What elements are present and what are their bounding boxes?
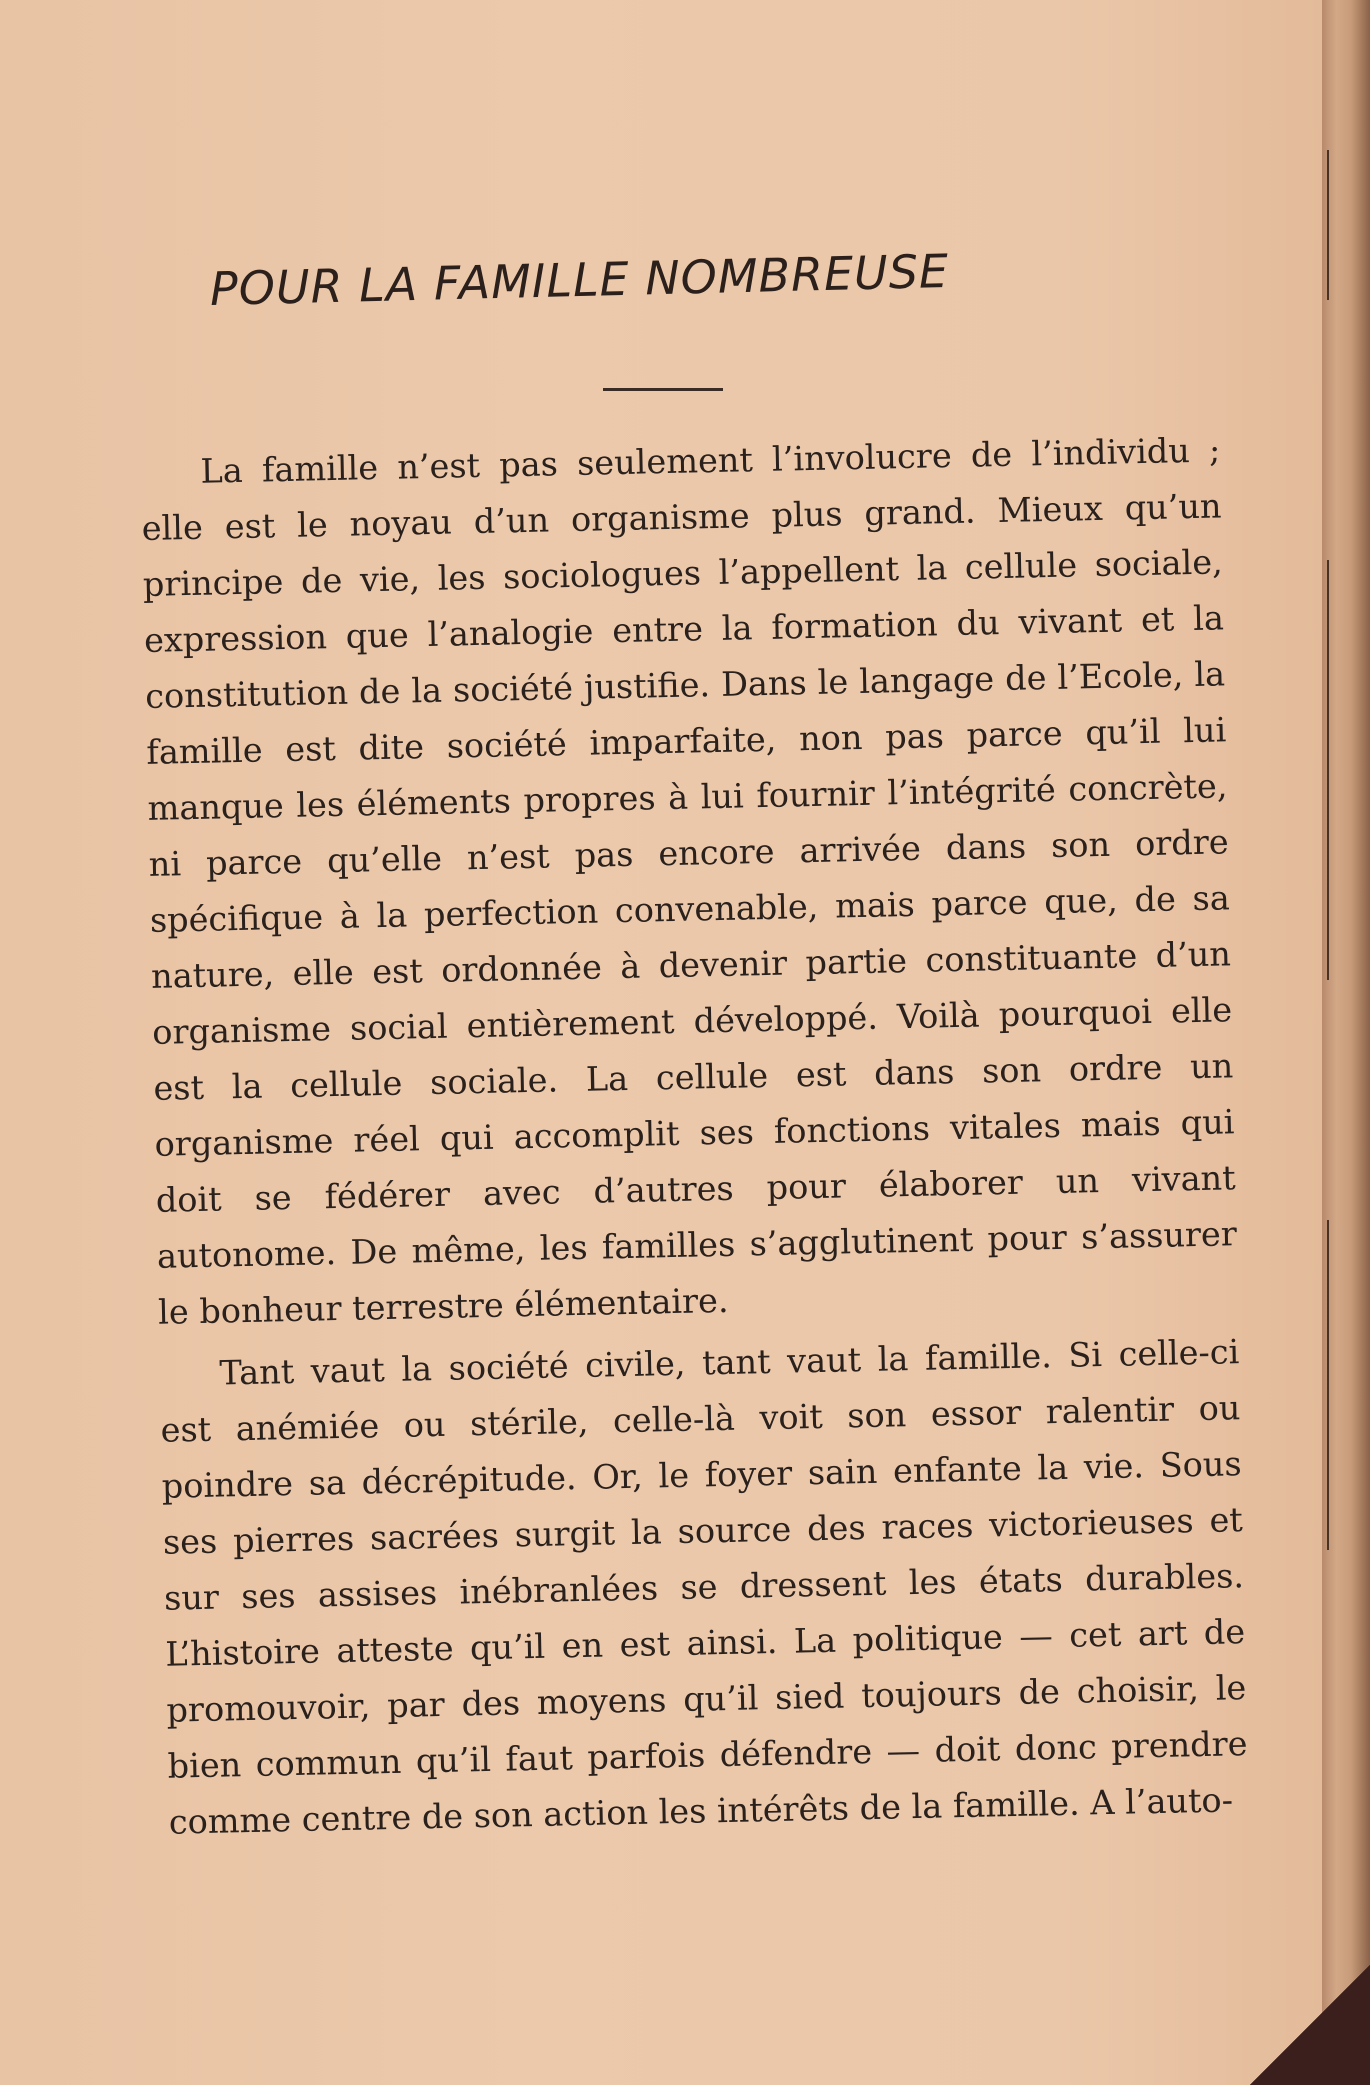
binding-thread (1327, 1220, 1329, 1550)
title-divider (603, 388, 723, 391)
book-gutter (1322, 0, 1370, 2085)
page-corner-shadow (1250, 1965, 1370, 2085)
binding-thread (1327, 150, 1329, 300)
page-title: POUR LA FAMILLE NOMBREUSE (209, 243, 950, 316)
binding-thread (1327, 560, 1329, 980)
paragraph: La famille n’est pas seulement l’involucre de l’individu ; elle est le noyau d’un organisme plus grand. Mieux qu’un principe de vie, les sociologues l’appellent la cellule sociale, expression que l’analogie entre la formation du vivant et la constitution de la société justifie. Dans le langage de l’Ecole, la famille est dite société imparfaite, non pas parce qu’il lui manque les éléments propres à lui fournir l’intégrité concrète, ni parce qu’elle n’est pas encore arrivée dans son ordre spécifique à la perfection convenable, mais parce que, de sa nature, elle est ordonnée à devenir partie constituante d’un organisme social entièrement développé. Voilà pourquoi elle est la cellule sociale. La cellule est dans son ordre un organisme réel qui accomplit ses fonctions vitales mais qui doit se fédérer avec d’autres pour élaborer un vivant autonome. De même, les familles s’agglutinent pour s’assurer le bonheur terrestre élémentaire. (141, 430, 1238, 1332)
paragraph: Tant vaut la société civile, tant vaut la famille. Si celle-ci est anémiée ou stérile, celle-là voit son essor ralentir ou poindre sa décrépitude. Or, le foyer sain enfante la vie. Sous ses pierres sacrées surgit la source des races victorieuses et sur ses assises inébranlées se dressent les états durables. L’histoire atteste qu’il en est ainsi. La politique — cet art de promouvoir, par des moyens qu’il sied toujours de choisir, le bien commun qu’il faut parfois défendre — doit donc prendre comme centre de son action les intérêts de la famille. A l’auto- (160, 1332, 1248, 1842)
body-text (140, 422, 1249, 1856)
